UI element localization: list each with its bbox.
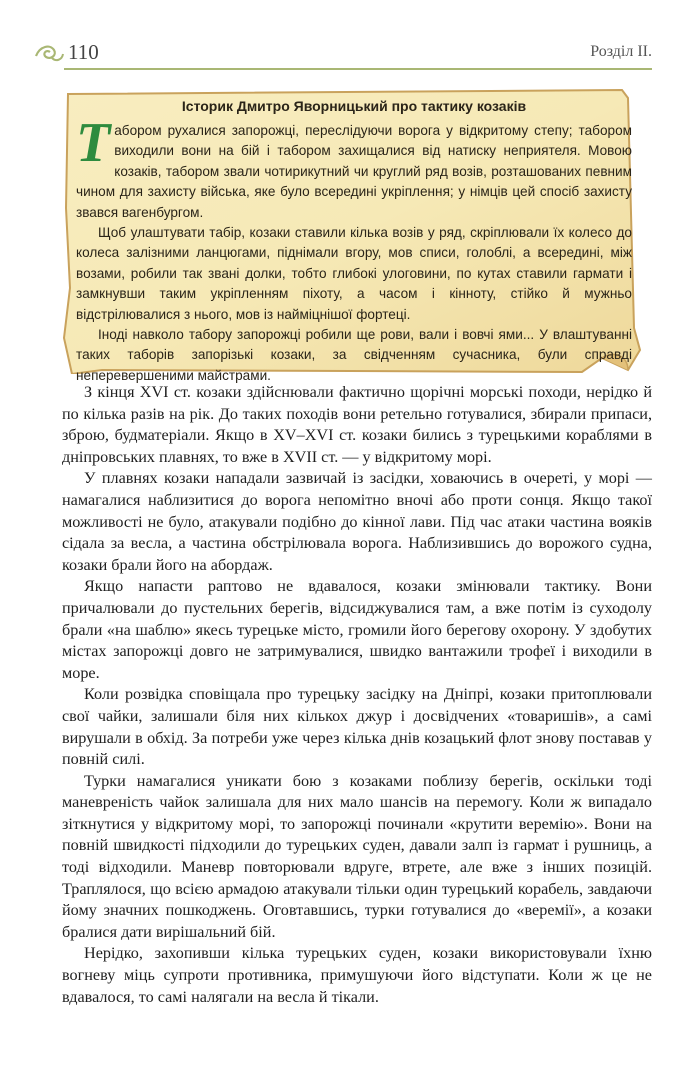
sidebar-box	[62, 88, 642, 383]
body-paragraph: У плавнях козаки нападали зазвичай із засідки, ховаючись в очереті, у морі — намагалися наблизитися до ворога непомітно вночі або проти сонця. Якщо такої можливості не було, атакували подібно до кінної лави. Під час атаки частина вояків сідала за весла, а частина обстрілювала ворога. Наблизившись до ворожого судна, козаки брали його на абордаж.	[62, 469, 652, 574]
sidebar-paragraph: Щоб улаштувати табір, козаки ставили кілька возів у ряд, скріплювали їх колесо до колеса залізними ланцюгами, піднімали вгору, мов списи, голоблі, а всередині, між возами, робили так звані долки, тобто глибокі улоговини, по кутах ставили гармати і замкнувши таким укріпленням піхоту, а часом і кінноту, стійко й мужньо відстрілювалися з нього, мов із наймiцнішої фортеці.	[76, 225, 632, 322]
body-paragraph: Якщо напасти раптово не вдавалося, козаки змінювали тактику. Вони причалювали до пустельних берегів, відсиджувалися там, а вже потім із суходолу брали «на шаблю» якесь турецьке місто, громили його берегову охорону. У здобутих містах запорожці довго не затримувалися, швидко вантажили трофеї і виходили в море.	[62, 577, 652, 682]
sidebar-paragraph: Іноді навколо табору запорожці робили ще рови, вали і вовчі ями... У влаштуванні таких таборів запорізькі козаки, за свідченням сучасника, були справді неперевершеними майстрами.	[76, 327, 632, 383]
page-number: 110	[68, 40, 99, 64]
sidebar-text	[76, 97, 632, 386]
drop-cap: Т	[76, 112, 111, 174]
sidebar-title: Історик Дмитро Яворницький про тактику козаків	[181, 98, 527, 114]
header-divider	[64, 68, 652, 70]
ornament-icon	[34, 42, 64, 64]
body-paragraph: З кінця XVI ст. козаки здійснювали фактично щорічні морські походи, нерідко й по кілька разів на рік. До таких походів вони ретельно готувалися, збирали припаси, зброю, будматеріали. Якщо в XV–XVI ст. козаки бились з турецькими кораблями в дніпровських плавнях, то вже в XVII ст. — у відкритому морі.	[62, 383, 652, 466]
body-paragraph: Нерідко, захопивши кілька турецьких суден, козаки використовували їхню вогневу міць супроти противника, примушуючи його відступати. Коли ж це не вдавалося, то самі налягали на весла й тікали.	[62, 944, 652, 1006]
page-header	[34, 40, 652, 66]
body-paragraph: Коли розвідка сповіщала про турецьку засідку на Дніпрі, козаки притоплювали свої чайки, залишали біля них кількох джур і досвідчених «товаришів», а самі вирушали в обхід. За потреби уже через кілька днів козацький флот знову поставав у повній силі.	[62, 685, 652, 769]
sidebar-paragraph: Табором рухалися запорожці, переслідуючи ворога у відкритому степу; табором виходили вони на бій і табором захищалися від натиску неприятеля. Мовою козаків, табором звали чотирикутний чи круглий ряд возів, розташованих певним чином для захисту війська, яке було всередині укріплення; у німців цей спосіб захисту звався вагенбургом.	[76, 112, 632, 220]
section-title: Розділ II.	[590, 43, 652, 60]
main-text	[62, 382, 652, 1008]
body-paragraph: Турки намагалися уникати бою з козаками поблизу берегів, оскільки тоді маневреність чайок залишала для них мало шансів на перемогу. Коли ж випадало зіткнутися у відкритому морі, то запорожці починали «крутити веремію». Вони на повній швидкості підходили до турецьких суден, давали залп із гармат і рушниць, а тоді відходили. Маневр повторювали вдруге, втрете, але вже з інших позицій. Траплялося, що всією армадою атакували тільки один турецький корабель, завдаючи йому значних пошкоджень. Оговтавшись, турки готувалися до «веремії», а козаки бралися дати вирішальний бій.	[62, 771, 652, 941]
